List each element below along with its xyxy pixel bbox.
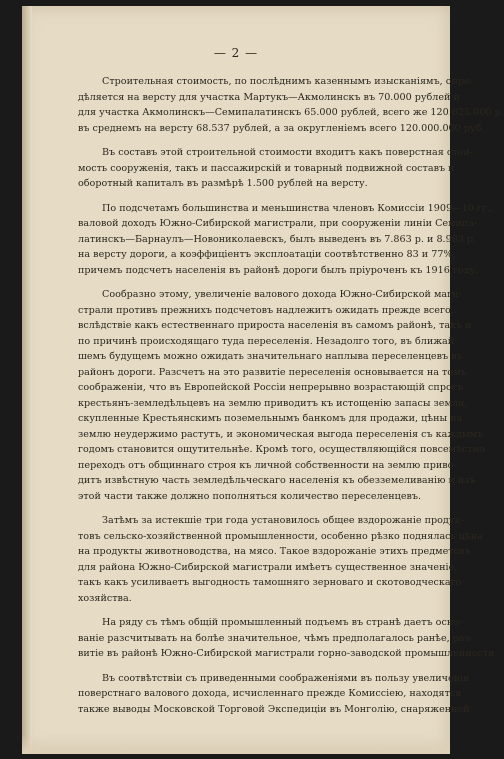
text-line: Въ составъ этой строительной стоимости входитъ какъ поверстная стои- [102,147,473,158]
text-line: Сообразно этому, увеличеніе валового дохода Южно-Сибирской маги- [102,289,462,300]
text-line: латинскъ—Барнаулъ—Новониколаевскъ, былъ выведенъ въ 7.863 р. и 8.983 р. [78,233,477,245]
text-line: на продукты животноводства, на мясо. Такое вздорожаніе этихъ предметовъ [78,546,471,557]
text-line: вслѣдствіе какъ естественнаго прироста населенія въ самомъ районѣ, такъ и [78,320,472,331]
text-line: для участка Акмолинскъ—Семипалатинскъ 65.000 рублей, всего же 120.625.000 р. [78,107,504,118]
text-line: На ряду съ тѣмъ общій промышленный подъемъ въ странѣ даетъ осно- [102,617,463,628]
text-line: страли противъ прежнихъ подсчетовъ надлежитъ ожидать прежде всего, [78,304,454,316]
text-line: мость сооруженія, такъ и пассажирскій и товарный подвижной составъ и [78,162,455,174]
text-line: Въ соотвѣтствіи съ приведенными соображеніями въ пользу увеличенія [102,672,470,684]
text-line: поверстнаго валового дохода, исчисленнаго прежде Комиссіею, находятся [78,688,462,699]
text-line: также выводы Московской Торговой Экспедиціи въ Монголію, снаряженной [78,703,470,715]
text-line: для района Южно-Сибирской магистрали имѣетъ существенное значеніе, [78,561,458,573]
text-line: оборотный капиталъ въ размѣрѣ 1.500 рублей на версту. [78,178,368,189]
text-line: валовой доходъ Южно-Сибирской магистрали, при сооруженіи линіи Семипа- [78,218,478,229]
paragraph [78,145,473,192]
text-line: шемъ будущемъ можно ожидать значительнаго наплыва переселенцевъ въ [78,351,463,362]
text-line: переходъ отъ общиннаго строя къ личной собственности на землю приво- [78,459,457,471]
text-line: годомъ становится ощутительнѣе. Кромѣ того, осуществляющійся повсемѣстно [78,444,485,455]
text-line: по причинѣ происходящаго туда переселенія. Незадолго того, въ ближай- [78,335,458,347]
text-line: этой части также должно пополняться количество переселенцевъ. [78,490,422,502]
text-line: витіе въ районѣ Южно-Сибирской магистрали горно-заводской промышленности. [78,648,498,659]
text-line: Строительная стоимость, по послѣднимъ казеннымъ изысканіямъ, опре- [102,76,473,87]
text-line: Затѣмъ за истекшіе три года установилось общее вздорожаніе продук- [102,515,464,526]
page-text-body [78,74,504,726]
text-line: крестьянъ-земледѣльцевъ на землю приводитъ къ истощенію запасы земли, [78,397,468,409]
book-page [22,6,504,754]
text-line: По подсчетамъ большинства и меньшинства членовъ Комиссіи 1909—10 гг., [102,202,494,214]
text-line: землю неудержимо растутъ, и экономическая выгода переселенія съ каждымъ [78,428,484,440]
paragraph [78,74,504,136]
text-line: товъ сельско-хозяйственной промышленности, особенно рѣзко поднялась цѣна [78,530,483,542]
text-line: ваніе разсчитывать на болѣе значительное, чѣмъ предполагалось ранѣе, раз- [78,632,474,644]
page-bottom-edge [22,734,450,754]
text-line: дѣляется на версту для участка Мартукъ—Акмолинскъ въ 70.000 рублей и [78,91,460,103]
paragraph [78,513,483,606]
text-line: хозяйства. [78,592,132,604]
paragraph [78,615,498,662]
text-line: на версту дороги, а коэффиціентъ эксплоатаціи соотвѣтственно 83 и 77%, [78,249,456,260]
text-line: въ среднемъ на версту 68.537 рублей, а за округленіемъ всего 120.000.000 руб. [78,122,485,134]
text-line: такъ какъ усиливаетъ выгодность тамошняго зерноваго и скотоводческаго [78,577,462,588]
page-number: — 2 — [213,46,259,60]
paragraph [78,201,494,279]
text-line: районъ дороги. Разсчетъ на это развитіе переселенія основывается на томъ [78,366,467,378]
paragraph [78,287,485,504]
text-line: причемъ подсчетъ населенія въ районѣ дороги былъ пріуроченъ къ 1916 году. [78,264,479,276]
text-line: скупленные Крестьянскимъ поземельнымъ банкомъ для продажи, цѣны на [78,413,463,424]
page-binding-shadow [22,6,32,754]
text-line: дитъ извѣстную часть земледѣльческаго населенія къ обезземеливанію и изъ [78,475,476,486]
text-line: соображеніи, что въ Европейской Россіи непрерывно возрастающій спросъ [78,382,464,393]
paragraph [78,671,470,718]
